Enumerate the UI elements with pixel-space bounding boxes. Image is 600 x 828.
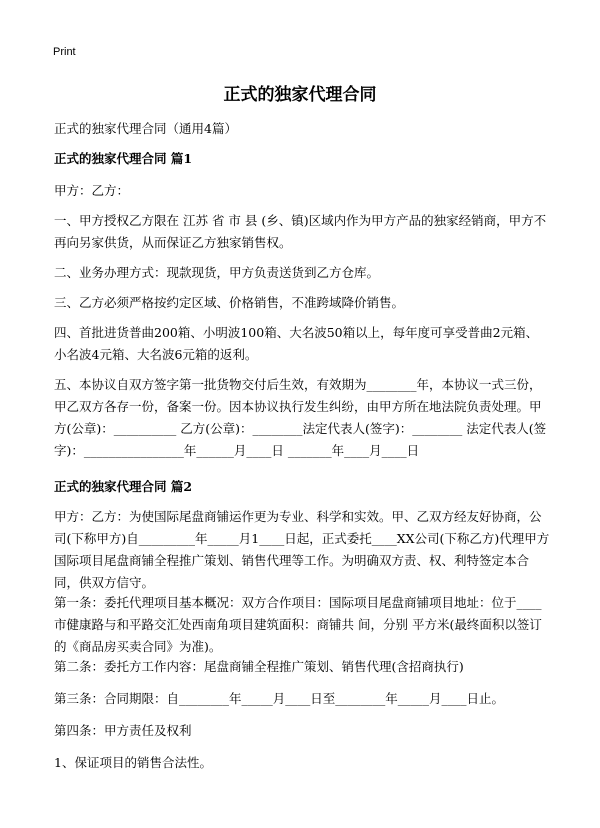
- document-subtitle: 正式的独家代理合同（通用4篇）: [54, 121, 237, 136]
- paragraph: 甲方：乙方：: [54, 183, 130, 198]
- document-title: 正式的独家代理合同: [223, 85, 377, 105]
- paragraph: 第二条：委托方工作内容：尾盘商铺全程推广策划、销售代理(含招商执行): [54, 659, 464, 674]
- paragraph: 三、乙方必须严格按约定区域、价格销售，不准跨域降价销售。: [54, 295, 405, 310]
- paragraph: 第四条：甲方责任及权利: [54, 723, 192, 738]
- paragraph: 二、业务办理方式：现款现货，甲方负责送货到乙方仓库。: [54, 265, 380, 280]
- paragraph: 五、本协议自双方签字第一批货物交付后生效，有效期为________年，本协议一式三份，甲乙双方各存一份，备案一份。因本协议执行发生纠纷，由甲方所在地法院负责处理。甲方(公章)：__________ 乙方(公章)：________法定代表人(签字)：________ 法定代表人(签字)：________________年______月____日 _______年____月____日: [54, 377, 547, 458]
- section-heading: 正式的独家代理合同 篇2: [54, 479, 193, 494]
- paragraph: 一、甲方授权乙方限在 江苏 省 市 县 (乡、镇)区域内作为甲方产品的独家经销商，甲方不再向另家供货，从而保证乙方独家销售权。: [54, 213, 547, 250]
- paragraph: 第一条：委托代理项目基本概况：双方合作项目：国际项目尾盘商铺项目地址：位于____市健康路与和平路交汇处西南角项目建筑面积：商铺共 间，分别 平方米(最终面积以签订的《商品房买卖合同》为准)。: [54, 595, 542, 654]
- print-label[interactable]: Print: [53, 46, 76, 58]
- paragraph: 1、保证项目的销售合法性。: [54, 755, 212, 770]
- section-heading: 正式的独家代理合同 篇1: [54, 151, 193, 166]
- paragraph: 第三条：合同期限：自________年_____月____日至________年_____月____日止。: [54, 691, 505, 706]
- paragraph: 四、首批进货普曲200箱、小明波100箱、大名波50箱以上，每年度可享受普曲2元箱、小名波4元箱、大名波6元箱的返利。: [54, 325, 539, 362]
- paragraph: 甲方：乙方：为使国际尾盘商铺运作更为专业、科学和实效。甲、乙双方经友好协商，公司(下称甲方)自_________年_____月1____日起，正式委托____XX公司(下称乙方)代理甲方国际项目尾盘商铺全程推广策划、销售代理等工作。为明确双方责、权、利特签定本合同，供双方信守。: [54, 509, 550, 590]
